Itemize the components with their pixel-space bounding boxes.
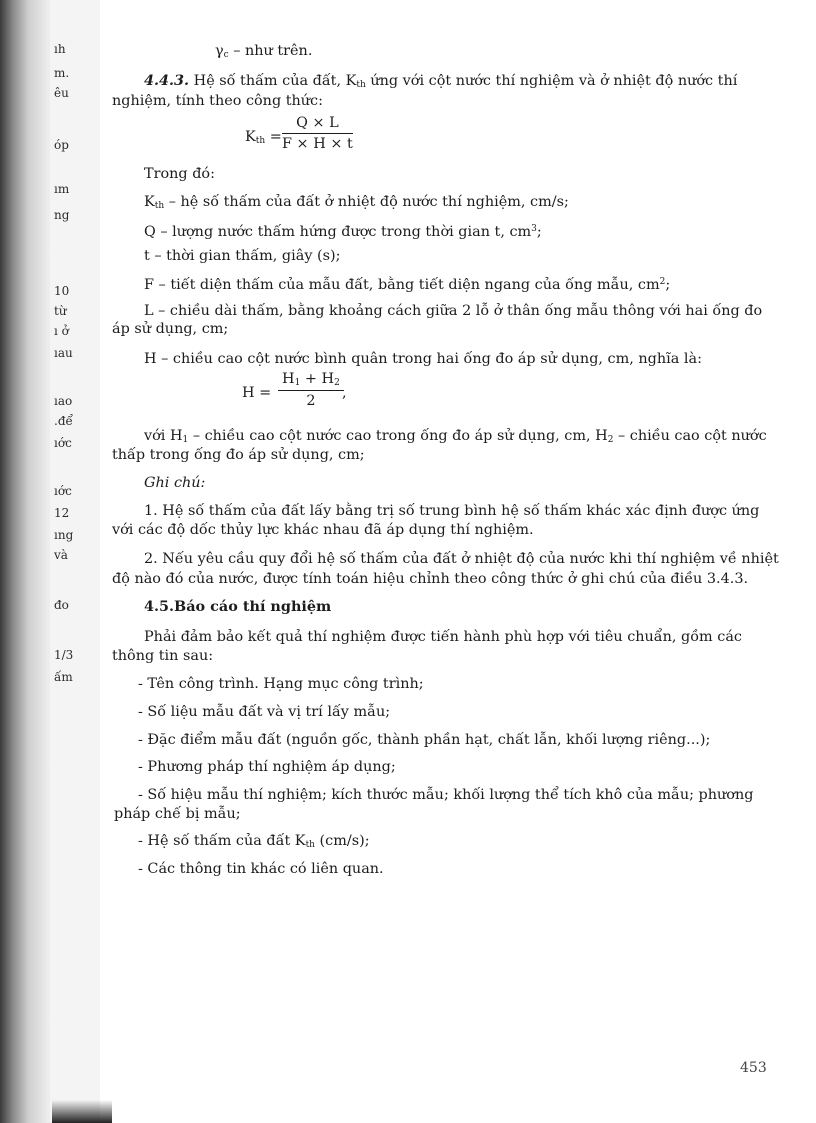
note-2: 2. Nếu yêu cầu quy đổi hệ số thấm của đất ở nhiệt độ của nước khi thí nghiệm về nhiệt [144,551,779,567]
margin-fragment: ng [54,208,70,222]
margin-fragment: đo [54,598,69,612]
definition-kth: $K_{th}$ – hệ số thấm của đất ở nhiệt độ nước thí nghiệm, cm/s; [144,194,569,211]
margin-fragment: êu [54,86,69,100]
list-item: - Hệ số thấm của đất $K_{th}$ (cm/s); [138,833,370,850]
formula-kth-fraction [282,115,353,152]
note-2-continued: độ nào đó của nước, được tính toán hiệu chỉnh theo công thức ở ghi chú của điều 3.4.3. [112,571,749,587]
page-number: 453 [740,1060,767,1076]
list-item: - Phương pháp thí nghiệm áp dụng; [138,759,396,775]
margin-fragment: 12 [54,506,70,520]
margin-fragment: ıớc [54,484,72,498]
margin-fragment: ım [54,182,70,196]
margin-fragment: từ [54,304,67,318]
list-item: - Số liệu mẫu đất và vị trí lấy mẫu; [138,704,391,720]
list-item: - Tên công trình. Hạng mục công trình; [138,676,424,692]
note-1: 1. Hệ số thấm của đất lấy bằng trị số trung bình hệ số thấm khác xác định được ứng [144,503,760,519]
definition-l: L – chiều dài thấm, bằng khoảng cách giữa 2 lỗ ở thân ống mẫu thông với hai ống đo [144,303,763,319]
list-item: - Các thông tin khác có liên quan. [138,861,384,877]
formula-kth-lhs: $K_{th}$ = [245,129,282,146]
margin-fragment: .để [54,414,73,428]
margin-fragment: ıau [54,346,73,360]
margin-fragment: 10 [54,284,70,298]
margin-fragment: ıng [54,528,74,542]
margin-fragment: ıh [54,42,66,56]
definition-l-continued: áp sử dụng, cm; [112,321,229,337]
margin-fragment: ıớc [54,436,72,450]
formula-h-denominator: 2 [306,393,316,409]
margin-fragment: ấm [54,670,73,684]
formula-h-lhs: H = [242,385,272,401]
book-spine-shadow [0,0,52,1123]
definition-f: F – tiết diện thấm của mẫu đất, bằng tiết diện ngang của ống mẫu, $cm^2$; [144,277,671,293]
list-item: - Đặc điểm mẫu đất (nguồn gốc, thành phần hạt, chất lẫn, khối lượng riêng...); [138,732,711,748]
formula-h-comma: , [342,385,347,401]
section-4-4-3-heading: 4.4.3. Hệ số thấm của đất, $K_{th}$ ứng với cột nước thí nghiệm và ở nhiệt độ nước thí [144,72,738,90]
formula-kth-numerator: Q × L [282,115,353,134]
margin-fragment: và [54,548,68,562]
formula-kth-denominator: F × H × t [282,136,353,152]
ghi-chu-label: Ghi chú: [144,475,206,491]
margin-fragment: ı ở [54,324,69,338]
formula-h-fraction [278,371,344,409]
formula-h-numerator: $H_1 + H_2$ [278,371,344,391]
definition-h1-h2: với $H_1$ – chiều cao cột nước cao trong ống đo áp sử dụng, cm, $H_2$ – chiều cao cột nước [144,428,767,445]
note-1-continued: với các độ dốc thủy lực khác nhau đã áp dụng thí nghiệm. [112,522,534,538]
margin-fragment: ıao [54,394,73,408]
list-item: - Số hiệu mẫu thí nghiệm; kích thước mẫu; khối lượng thể tích khô của mẫu; phương [138,787,754,803]
margin-fragment: m. [54,66,70,80]
definition-q: Q – lượng nước thấm hứng được trong thời gian t, $cm^3$; [144,224,542,240]
list-item-continued: pháp chế bị mẫu; [114,806,241,822]
definition-h: H – chiều cao cột nước bình quân trong hai ống đo áp sử dụng, cm, nghĩa là: [144,351,702,367]
definition-t: t – thời gian thấm, giây (s); [144,248,341,264]
definition-h1-h2-continued: thấp trong ống đo áp sử dụng, cm; [112,447,365,463]
margin-fragment: óp [54,138,69,152]
section-4-5-body-continued: thông tin sau: [112,648,214,664]
margin-fragment: 1/3 [54,648,74,662]
section-4-5-body: Phải đảm bảo kết quả thí nghiệm được tiến hành phù hợp với tiêu chuẩn, gồm các [144,629,742,645]
section-4-4-3-continued: nghiệm, tính theo công thức: [112,93,323,109]
book-page [100,0,800,1123]
section-4-5-heading: 4.5.Báo cáo thí nghiệm [144,598,332,615]
gamma-c-line: $\gamma_c$ – như trên. [215,43,313,60]
trong-do-label: Trong đó: [144,166,215,182]
